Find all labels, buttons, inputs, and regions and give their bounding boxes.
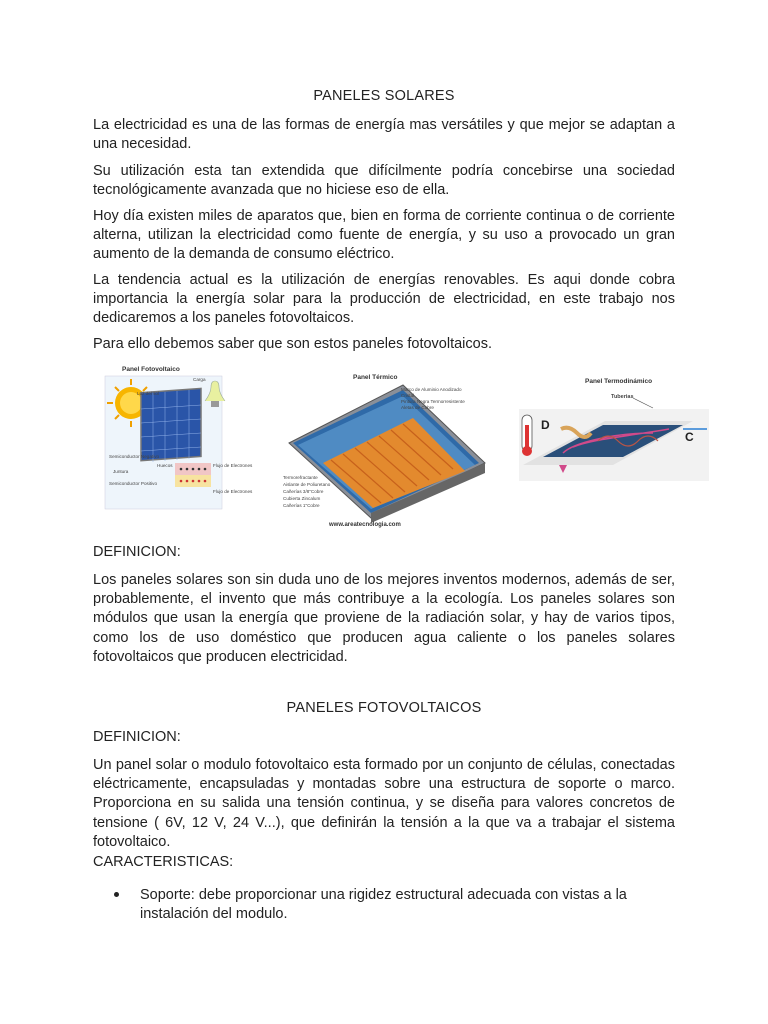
definicion-heading-2: DEFINICION:: [93, 729, 181, 745]
document-title: PANELES SOLARES: [313, 88, 455, 104]
label-canerias-3-8: Cañerías 3/8"Cobre: [283, 489, 324, 494]
label-juntura: Juntura: [113, 469, 129, 474]
intro-paragraph-1: La electricidad es una de las formas de energía mas versátiles y que mejor se adaptan a una necesidad.: [93, 117, 675, 153]
label-cristal: Cristal: [401, 393, 415, 398]
photovoltaic-panel-illustration: [105, 366, 253, 509]
definicion-paragraph-2: Un panel solar o modulo fotovoltaico esta formado por un conjunto de células, conectadas eléctricamente, encapsuladas y montadas sobre una estructura de soporte o marco. Proporciona en su salida una tensión continua, y se diseña para valores concretos de tensione ( 6V, 12 V, 24 V...), que definirán la tensión a la que va a trabajar el sistema fotovoltaico.: [93, 757, 675, 850]
label-luz-del-sol: Luz del sol: [137, 391, 159, 396]
section-title-paneles-fotovoltaicos: PANELES FOTOVOLTAICOS: [286, 700, 482, 716]
label-semiconductor-positivo: Semiconductor Positivo: [109, 481, 158, 486]
figure-source-url: www.areatecnologia.com: [329, 522, 401, 528]
label-flujo-electrones-1: Flujo de Electrones: [213, 463, 253, 468]
definicion-paragraph-1: Los paneles solares son sin duda uno de los mejores inventos modernos, además de ser, probablemente, el invento que más contribuye a la ecología. Los paneles solares son módulos que usan la energía que proviene de la radiación solar, y hay de varios tipos, como los de uso doméstico que producen agua caliente o los paneles solares fotovoltaicos que producen electricidad.: [93, 572, 675, 665]
label-tuberias: Tuberias: [611, 394, 634, 400]
bullet-text: Soporte: debe proporcionar una rigidez estructural adecuada con vistas a la instalación del modulo.: [140, 887, 627, 923]
label-huecos: Huecos: [157, 463, 173, 468]
label-flujo-electrones-2: Flujo de Electrones: [213, 489, 253, 494]
intro-paragraph-2: Su utilización esta tan extendida que difícilmente podría concebirse una sociedad tecnológicamente avanzada que no hiciese eso de ella.: [93, 163, 675, 199]
caracteristicas-heading: CARACTERISTICAS:: [93, 854, 234, 870]
label-marco-aluminio: Marco de Aluminio Anodizado: [401, 387, 462, 392]
thermal-panel-title: Panel Térmico: [353, 374, 398, 381]
intro-paragraph-3: Hoy día existen miles de aparatos que, bien en forma de corriente continua o de corriente alterna, utilizan la electricidad como fuente de energía, y su uso a provocado un gran aumento de la demanda de consumo eléctrico.: [93, 208, 675, 263]
bullet-icon: [114, 892, 119, 897]
label-aletas-cobre: Aletas de Cobre: [401, 405, 434, 410]
photovoltaic-panel-title: Panel Fotovoltaico: [122, 366, 180, 373]
definicion-heading-1: DEFINICION:: [93, 544, 181, 560]
label-c: C: [685, 430, 694, 444]
label-aislante: Aislante de Poliuretano: [283, 482, 331, 487]
solar-panels-figure: [93, 363, 709, 533]
intro-paragraph-4: La tendencia actual es la utilización de energías renovables. Es aqui donde cobra importancia la energía solar para la producción de electricidad, en este trabajo nos dedicaremos a los paneles fotovoltaicos.: [93, 272, 675, 327]
thermodynamic-panel-title: Panel Termodinámico: [585, 378, 653, 385]
label-semiconductor-negativo: Semiconductor Negativo: [109, 454, 160, 459]
thermal-panel-illustration: [283, 374, 485, 528]
intro-paragraph-5: Para ello debemos saber que son estos paneles fotovoltaicos.: [93, 336, 492, 352]
thermodynamic-panel-illustration: [519, 378, 709, 481]
label-pintura-negra: Pintura Negra Termorresistente: [401, 399, 465, 404]
label-d: D: [541, 418, 550, 432]
label-termorefractante: Termorefractante: [283, 475, 318, 480]
label-canerias-1: Cañerías 1"Cobre: [283, 503, 320, 508]
label-cubierta-zincalum: Cubierta Zincalum: [283, 496, 321, 501]
label-carga: Carga: [193, 377, 206, 382]
